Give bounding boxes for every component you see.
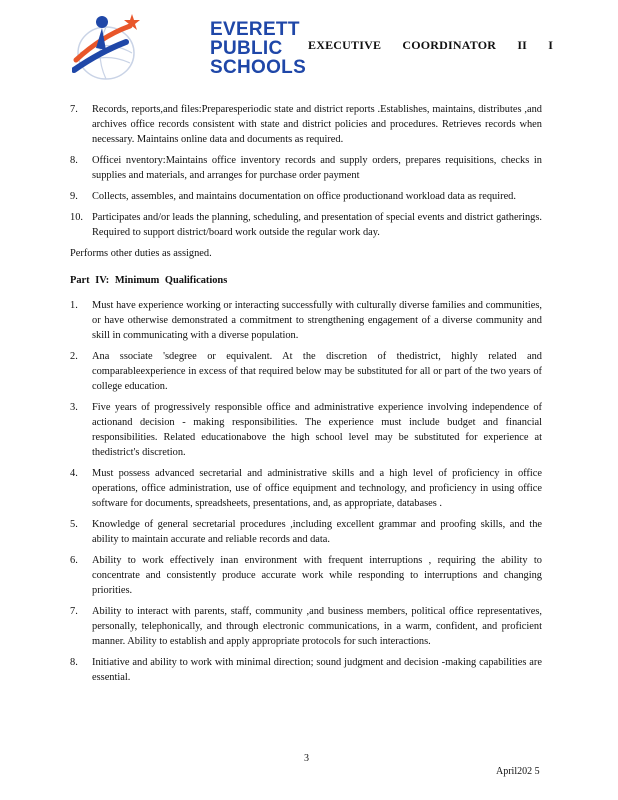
list-item <box>70 400 542 460</box>
qualifications-list <box>70 298 542 685</box>
list-item <box>70 553 542 598</box>
item-number: 10. <box>70 212 83 223</box>
item-number: 1. <box>70 300 78 311</box>
item-text: Initiative and ability to work with minimal direction; sound judgment and decision -making capabilities are essential. <box>92 657 542 683</box>
list-item <box>70 349 542 394</box>
item-number: 2. <box>70 351 78 362</box>
item-number: 9. <box>70 191 78 202</box>
list-item <box>70 604 542 649</box>
item-number: 4. <box>70 468 78 479</box>
list-item <box>70 517 542 547</box>
list-item <box>70 102 542 147</box>
logo-globe-icon <box>72 8 142 83</box>
item-text: Ability to work effectively inan environment with frequent interruptions , requiring the ability to concentrate and consistently produce accurate work while responding to interruptions and changing priorities. <box>92 555 542 596</box>
item-text: Knowledge of general secretarial procedures ,including excellent grammar and proofing skills, and the ability to maintain accurate and reliable records and data. <box>92 519 542 545</box>
item-text: Must possess advanced secretarial and administrative skills and a high level of proficiency in office operations, office administration, use of office equipment and technology, and proficiency in using office software for documents, spreadsheets, presentations, and, as appropriate, databases . <box>92 468 542 509</box>
item-text: Ana ssociate 'sdegree or equivalent. At the discretion of thedistrict, highly related and comparableexperience in excess of that required below may be substituted for all or part of the two years of college education. <box>92 351 542 392</box>
list-item <box>70 655 542 685</box>
duties-list <box>70 102 542 240</box>
item-number: 7. <box>70 606 78 617</box>
page-number: 3 <box>304 753 309 764</box>
item-number: 8. <box>70 155 78 166</box>
item-number: 3. <box>70 402 78 413</box>
list-item <box>70 189 542 204</box>
item-text: Records, reports,and files:Preparesperiodic state and district reports .Establishes, maintains, distributes ,and archives office records consistent with state and district policies and procedures. Retrieves records when necessary. Maintains online data and documents as required. <box>92 104 542 145</box>
logo-line-3: SCHOOLS <box>210 57 307 78</box>
item-number: 5. <box>70 519 78 530</box>
logo-line-1: EVERETT <box>210 19 300 40</box>
item-number: 8. <box>70 657 78 668</box>
logo-line-2: PUBLIC <box>210 38 283 59</box>
item-text: Five years of progressively responsible office and administrative experience involving independence of actionand decision - making responsibilities. The experience must include budget and financial responsibilities. Related educationabove the high school level may be substituted for experience at thedistrict's discretion. <box>92 402 542 458</box>
list-item <box>70 298 542 343</box>
other-duties-text: Performs other duties as assigned. <box>70 248 212 259</box>
document-body <box>70 102 542 691</box>
everett-public-schools-logo <box>72 8 307 83</box>
item-text: Officei nventory:Maintains office inventory records and supply orders, prepares requisitions, checks in supplies and materials, and arranges for purchase order payment <box>92 155 542 181</box>
item-number: 7. <box>70 104 78 115</box>
item-text: Collects, assembles, and maintains documentation on office productionand workload data as required. <box>92 191 516 202</box>
page-title: EXECUTIVE COORDINATOR II I <box>308 38 554 52</box>
item-text: Participates and/or leads the planning, scheduling, and presentation of special events and district gatherings. Required to support district/board work outside the regular work day. <box>92 212 542 238</box>
item-text: Ability to interact with parents, staff, community ,and business members, political office representatives, personally, telephonically, and through electronic communications, in a warm, confident, and proficient manner. Ability to establish and apply appropriate protocols for such interactions. <box>92 606 542 647</box>
footer-date: April202 5 <box>496 766 540 777</box>
item-text: Must have experience working or interacting successfully with culturally diverse families and communities, or have otherwise demonstrated a commitment to strengthening engagement of a diverse community and skill in communicating with a diverse population. <box>92 300 542 341</box>
list-item <box>70 466 542 511</box>
logo-wordmark <box>210 20 306 77</box>
list-item <box>70 153 542 183</box>
section-heading: Part IV: Minimum Qualifications <box>70 275 228 286</box>
list-item <box>70 210 542 240</box>
item-number: 6. <box>70 555 78 566</box>
